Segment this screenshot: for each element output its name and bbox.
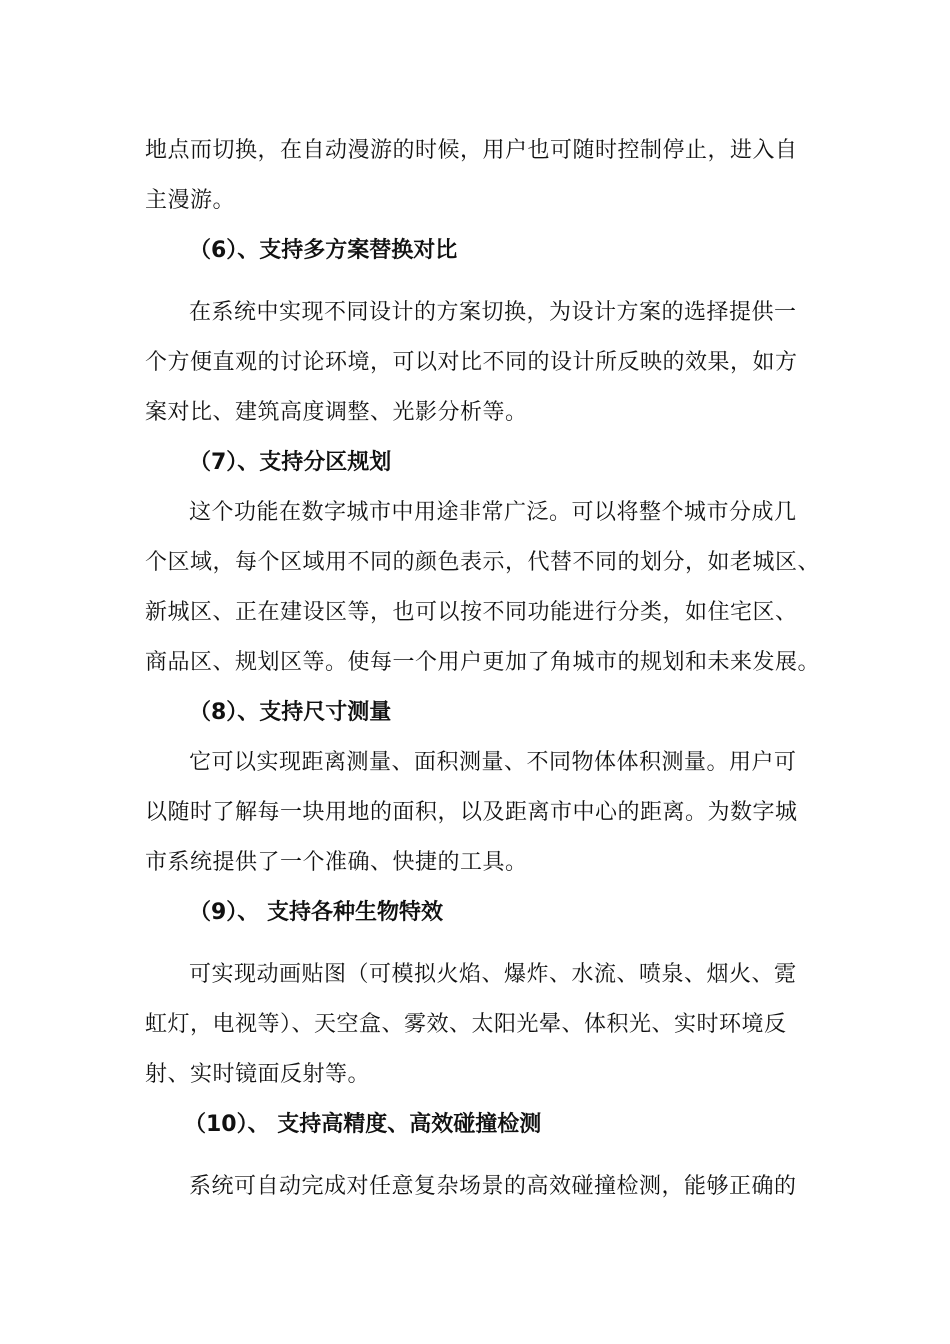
paragraph-line: 个区域，每个区域用不同的颜色表示，代替不同的划分，如老城区、 (145, 550, 821, 575)
section-heading-8: （8）、支持尺寸测量 (189, 700, 392, 725)
section-heading-6: （6）、支持多方案替换对比 (189, 238, 458, 263)
paragraph-line: 可实现动画贴图（可模拟火焰、爆炸、水流、喷泉、烟火、霓 (189, 962, 797, 987)
paragraph-line: 地点而切换，在自动漫游的时候，用户也可随时控制停止，进入自 (145, 138, 798, 163)
paragraph-line: 商品区、规划区等。使每一个用户更加了角城市的规划和未来发展。 (145, 650, 821, 675)
paragraph-line: 新城区、正在建设区等，也可以按不同功能进行分类，如住宅区、 (145, 600, 798, 625)
paragraph-line: 市系统提供了一个准确、快捷的工具。 (145, 850, 528, 875)
section-heading-7: （7）、支持分区规划 (189, 450, 392, 475)
section-heading-9: （9）、 支持各种生物特效 (189, 900, 443, 925)
paragraph-line: 主漫游。 (145, 188, 236, 213)
paragraph-line: 射、实时镜面反射等。 (145, 1062, 371, 1087)
paragraph-line: 系统可自动完成对任意复杂场景的高效碰撞检测，能够正确的 (189, 1174, 797, 1199)
paragraph-line: 在系统中实现不同设计的方案切换，为设计方案的选择提供一 (189, 300, 797, 325)
paragraph-line: 个方便直观的讨论环境，可以对比不同的设计所反映的效果，如方 (145, 350, 798, 375)
paragraph-line: 它可以实现距离测量、面积测量、不同物体体积测量。用户可 (189, 750, 797, 775)
paragraph-line: 以随时了解每一块用地的面积，以及距离市中心的距离。为数字城 (145, 800, 798, 825)
paragraph-line: 这个功能在数字城市中用途非常广泛。可以将整个城市分成几 (189, 500, 797, 525)
section-heading-10: （10）、 支持高精度、高效碰撞检测 (184, 1112, 542, 1137)
paragraph-line: 案对比、建筑高度调整、光影分析等。 (145, 400, 528, 425)
paragraph-line: 虹灯，电视等）、天空盒、雾效、太阳光晕、体积光、实时环境反 (145, 1012, 787, 1037)
